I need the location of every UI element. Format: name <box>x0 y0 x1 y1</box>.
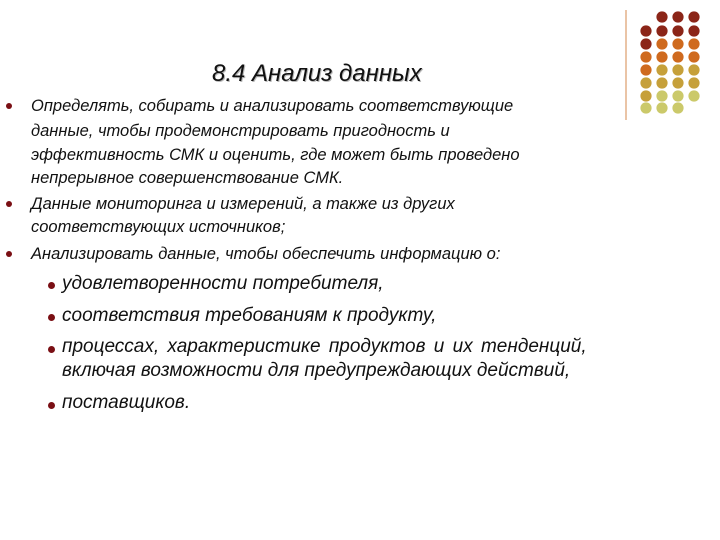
sub-bullet-icon <box>48 402 55 409</box>
subitem-2: соответствия требованиям к продукту, <box>62 305 437 326</box>
subitem-4: поставщиков. <box>62 392 191 413</box>
sub-bullet-icon <box>48 346 55 353</box>
bullet-1-line-1: Определять, собирать и анализировать соответствующие <box>31 97 514 115</box>
subitem-3-line-2: включая возможности для предупреждающих действий, <box>62 360 571 381</box>
bullet-1-line-3: эффективность СМК и оценить, где может быть проведено <box>31 146 520 164</box>
bullet-2-line-2: соответствующих источников; <box>31 218 286 236</box>
sub-bullet-icon <box>48 314 55 321</box>
subitem-1: удовлетворенности потребителя, <box>62 273 384 294</box>
subitem-3-line-1: процессах, характеристике продуктов и их тенденций, <box>62 336 587 357</box>
sub-bullet-icon <box>48 282 55 289</box>
bullet-1-line-4: непрерывное совершенствование СМК. <box>31 169 344 187</box>
bullet-icon <box>6 201 12 207</box>
slide-title: 8.4 Анализ данных <box>212 60 422 87</box>
bullet-3-line-1: Анализировать данные, чтобы обеспечить информацию о: <box>31 245 501 263</box>
bullet-1-line-2: данные, чтобы продемонстрировать пригодность и <box>31 122 450 140</box>
bullet-icon <box>6 103 12 109</box>
bullet-icon <box>6 251 12 257</box>
bullet-2-line-1: Данные мониторинга и измерений, а также из других <box>31 195 455 213</box>
